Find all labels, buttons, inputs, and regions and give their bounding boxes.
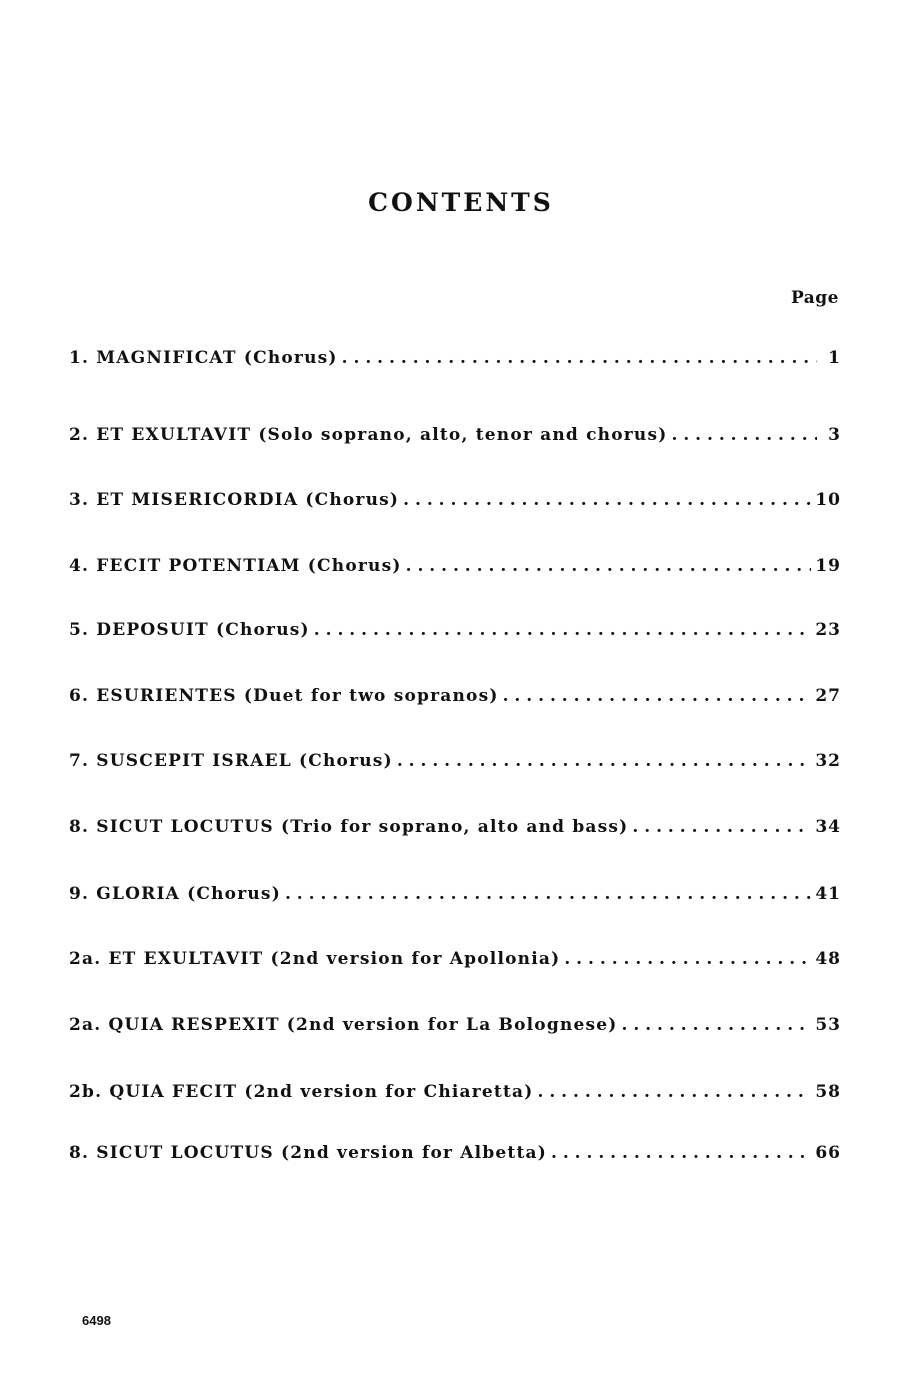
contents-entry	[69, 751, 841, 771]
entry-title: 4. FECIT POTENTIAM (Chorus)	[69, 556, 402, 576]
entry-page-number: 27	[815, 686, 841, 706]
entry-page-number: 66	[815, 1143, 841, 1163]
contents-entry	[69, 884, 841, 904]
contents-entry	[69, 949, 841, 969]
entry-title: 2a. ET EXULTAVIT (2nd version for Apollonia)	[69, 949, 561, 969]
entry-title: 2a. QUIA RESPEXIT (2nd version for La Bolognese)	[69, 1015, 618, 1035]
entry-page-number: 19	[815, 556, 841, 576]
page-title: CONTENTS	[368, 188, 554, 217]
contents-entry	[69, 817, 841, 837]
dot-leader	[503, 686, 812, 706]
contents-entry	[69, 348, 841, 368]
entry-page-number: 53	[815, 1015, 841, 1035]
page-column-header: Page	[790, 288, 839, 308]
contents-entry	[69, 556, 841, 576]
dot-leader	[397, 751, 812, 771]
dot-leader	[622, 1015, 812, 1035]
contents-entry	[69, 1143, 841, 1163]
contents-entry	[69, 425, 841, 445]
contents-entry	[69, 1082, 841, 1102]
dot-leader	[406, 556, 812, 576]
entry-page-number: 58	[815, 1082, 841, 1102]
entry-title: 7. SUSCEPIT ISRAEL (Chorus)	[69, 751, 393, 771]
entry-title: 6. ESURIENTES (Duet for two sopranos)	[69, 686, 499, 706]
entry-page-number: 23	[815, 620, 841, 640]
contents-entry	[69, 686, 841, 706]
contents-entry	[69, 490, 841, 510]
entry-page-number: 10	[815, 490, 841, 510]
dot-leader	[537, 1082, 811, 1102]
entry-page-number: 1	[828, 348, 841, 368]
entry-title: 2b. QUIA FECIT (2nd version for Chiaretta)	[69, 1082, 534, 1102]
entry-page-number: 32	[815, 751, 841, 771]
dot-leader	[314, 620, 812, 640]
contents-entry	[69, 620, 841, 640]
entry-title: 9. GLORIA (Chorus)	[69, 884, 281, 904]
dot-leader	[285, 884, 811, 904]
entry-title: 1. MAGNIFICAT (Chorus)	[69, 348, 338, 368]
dot-leader	[564, 949, 811, 969]
entry-title: 8. SICUT LOCUTUS (Trio for soprano, alto and bass)	[69, 817, 629, 837]
entry-title: 5. DEPOSUIT (Chorus)	[69, 620, 310, 640]
dot-leader	[551, 1143, 811, 1163]
catalog-number: 6498	[82, 1313, 111, 1328]
entry-title: 8. SICUT LOCUTUS (2nd version for Albetta)	[69, 1143, 547, 1163]
entry-page-number: 34	[815, 817, 841, 837]
contents-entry	[69, 1015, 841, 1035]
entry-page-number: 3	[828, 425, 841, 445]
dot-leader	[632, 817, 811, 837]
entry-page-number: 41	[815, 884, 841, 904]
entry-title: 3. ET MISERICORDIA (Chorus)	[69, 490, 400, 510]
entry-title: 2. ET EXULTAVIT (Solo soprano, alto, tenor and chorus)	[69, 425, 668, 445]
dot-leader	[342, 348, 817, 368]
dot-leader	[672, 425, 818, 445]
dot-leader	[403, 490, 811, 510]
entry-page-number: 48	[815, 949, 841, 969]
